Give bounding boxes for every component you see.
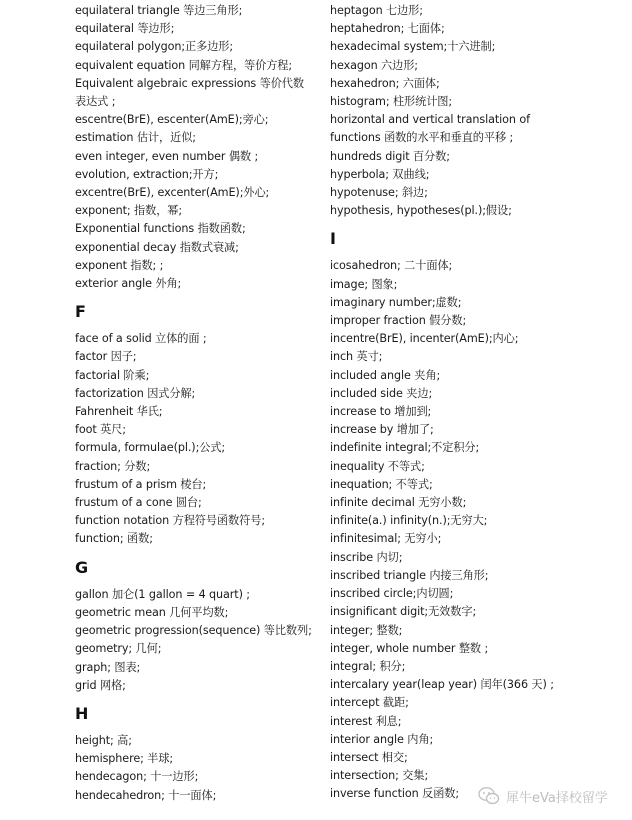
glossary-entry: function; 函数; bbox=[75, 532, 153, 546]
glossary-entry: Equivalent algebraic expressions 等价代数表达式 ; bbox=[75, 76, 304, 109]
glossary-entry: heptagon 七边形; bbox=[330, 4, 423, 17]
glossary-entry: image; 图象; bbox=[330, 277, 398, 291]
glossary-entry: hexahedron; 六面体; bbox=[330, 76, 440, 90]
glossary-entry: intersection; 交集; bbox=[330, 769, 429, 783]
glossary-entry: hemisphere; 半球; bbox=[75, 752, 174, 766]
glossary-entry: hypothesis, hypotheses(pl.);假设; bbox=[330, 204, 512, 218]
glossary-entry: increase to 增加到; bbox=[330, 405, 432, 419]
glossary-entry: excentre(BrE), excenter(AmE);外心; bbox=[75, 186, 270, 200]
glossary-entry: inverse function 反函数; bbox=[330, 787, 460, 801]
glossary-entry: height; 高; bbox=[75, 733, 132, 747]
glossary-entry: included angle 夹角; bbox=[330, 368, 441, 382]
glossary-entry: inequality 不等式; bbox=[330, 459, 425, 473]
glossary-entry: function notation 方程符号函数符号; bbox=[75, 514, 265, 528]
glossary-entry: imaginary number;虚数; bbox=[330, 295, 462, 309]
glossary-entry: hexadecimal system;十六进制; bbox=[330, 40, 496, 54]
section-heading: I bbox=[330, 229, 336, 249]
glossary-entry: integer; 整数; bbox=[330, 623, 403, 637]
glossary-entry: integral; 积分; bbox=[330, 659, 406, 673]
glossary-entry: gallon 加仑(1 gallon = 4 quart) ; bbox=[75, 587, 250, 601]
glossary-entry: Exponential functions 指数函数; bbox=[75, 222, 246, 236]
glossary-entry: increase by 增加了; bbox=[330, 423, 434, 437]
wechat-icon bbox=[478, 786, 500, 806]
glossary-entry: exterior angle 外角; bbox=[75, 277, 182, 291]
glossary-entry: geometry; 几何; bbox=[75, 642, 162, 656]
glossary-entry: Fahrenheit 华氏; bbox=[75, 405, 163, 419]
glossary-entry: equilateral polygon;正多边形; bbox=[75, 40, 234, 54]
glossary-entry: even integer, even number 偶数 ; bbox=[75, 149, 259, 163]
left-column bbox=[75, 2, 315, 805]
glossary-entry: factorization 因式分解; bbox=[75, 386, 196, 400]
glossary-entry: hyperbola; 双曲线; bbox=[330, 167, 430, 181]
glossary-entry: inch 英寸; bbox=[330, 350, 383, 364]
glossary-entry: escentre(BrE), escenter(AmE);旁心; bbox=[75, 113, 269, 127]
glossary-entry: inscribe 内切; bbox=[330, 550, 403, 564]
glossary-entry: exponent 指数; ; bbox=[75, 258, 164, 272]
glossary-entry: inequation; 不等式; bbox=[330, 477, 433, 491]
glossary-entry: heptahedron; 七面体; bbox=[330, 22, 445, 36]
glossary-entry: inscribed circle;内切圆; bbox=[330, 587, 454, 601]
glossary-entry: hundreds digit 百分数; bbox=[330, 149, 450, 163]
glossary-entry: infinitesimal; 无穷小; bbox=[330, 532, 442, 546]
right-column bbox=[330, 2, 568, 804]
glossary-entry: indefinite integral;不定积分; bbox=[330, 441, 480, 455]
glossary-entry: foot 英尺; bbox=[75, 423, 126, 437]
glossary-entry: equilateral triangle 等边三角形; bbox=[75, 4, 243, 17]
glossary-entry: hypotenuse; 斜边; bbox=[330, 186, 428, 200]
glossary-entry: horizontal and vertical translation of functions 函数的水平和垂直的平移 ; bbox=[330, 113, 530, 145]
section-heading: F bbox=[75, 302, 86, 322]
glossary-entry: incentre(BrE), incenter(AmE);内心; bbox=[330, 332, 519, 346]
glossary-entry: infinite decimal 无穷小数; bbox=[330, 496, 467, 510]
glossary-entry: interest 利息; bbox=[330, 714, 402, 728]
glossary-entry: equilateral 等边形; bbox=[75, 22, 175, 36]
section-heading: G bbox=[75, 557, 89, 577]
glossary-entry: intersect 相交; bbox=[330, 750, 408, 764]
glossary-entry: exponential decay 指数式衰减; bbox=[75, 240, 239, 254]
glossary-entry: inscribed triangle 内接三角形; bbox=[330, 568, 489, 582]
glossary-entry: geometric progression(sequence) 等比数列; bbox=[75, 624, 312, 638]
glossary-entry: integer, whole number 整数 ; bbox=[330, 641, 489, 655]
glossary-entry: hendecagon; 十一边形; bbox=[75, 770, 199, 784]
glossary-entry: intercept 截距; bbox=[330, 696, 409, 710]
glossary-entry: face of a solid 立体的面 ; bbox=[75, 332, 207, 346]
glossary-entry: improper fraction 假分数; bbox=[330, 314, 467, 328]
glossary-entry: icosahedron; 二十面体; bbox=[330, 259, 453, 273]
glossary-entry: factorial 阶乘; bbox=[75, 368, 150, 382]
glossary-entry: exponent; 指数，幂; bbox=[75, 204, 183, 218]
glossary-entry: histogram; 柱形统计图; bbox=[330, 95, 453, 109]
glossary-entry: geometric mean 几何平均数; bbox=[75, 605, 229, 619]
glossary-entry: factor 因子; bbox=[75, 350, 137, 364]
glossary-entry: interior angle 内角; bbox=[330, 732, 434, 746]
glossary-entry: frustum of a prism 棱台; bbox=[75, 477, 207, 491]
glossary-entry: equivalent equation 同解方程，等价方程; bbox=[75, 58, 293, 72]
glossary-entry: estimation 估计，近似; bbox=[75, 131, 196, 145]
glossary-entry: hendecahedron; 十一面体; bbox=[75, 788, 217, 802]
glossary-entry: formula, formulae(pl.);公式; bbox=[75, 441, 226, 455]
glossary-entry: intercalary year(leap year) 闰年(366 天) ; bbox=[330, 678, 554, 692]
watermark bbox=[478, 783, 608, 809]
glossary-entry: infinite(a.) infinity(n.);无穷大; bbox=[330, 514, 488, 528]
section-heading: H bbox=[75, 703, 89, 723]
glossary-entry: evolution, extraction;开方; bbox=[75, 167, 219, 181]
glossary-entry: graph; 图表; bbox=[75, 660, 141, 674]
glossary-entry: hexagon 六边形; bbox=[330, 58, 418, 72]
glossary-entry: insignificant digit;无效数字; bbox=[330, 605, 477, 619]
glossary-entry: frustum of a cone 圆台; bbox=[75, 496, 202, 510]
glossary-entry: grid 网格; bbox=[75, 678, 126, 692]
glossary-entry: fraction; 分数; bbox=[75, 459, 151, 473]
watermark-text: 犀牛eVa择校留学 bbox=[506, 790, 608, 806]
glossary-entry: included side 夹边; bbox=[330, 386, 433, 400]
